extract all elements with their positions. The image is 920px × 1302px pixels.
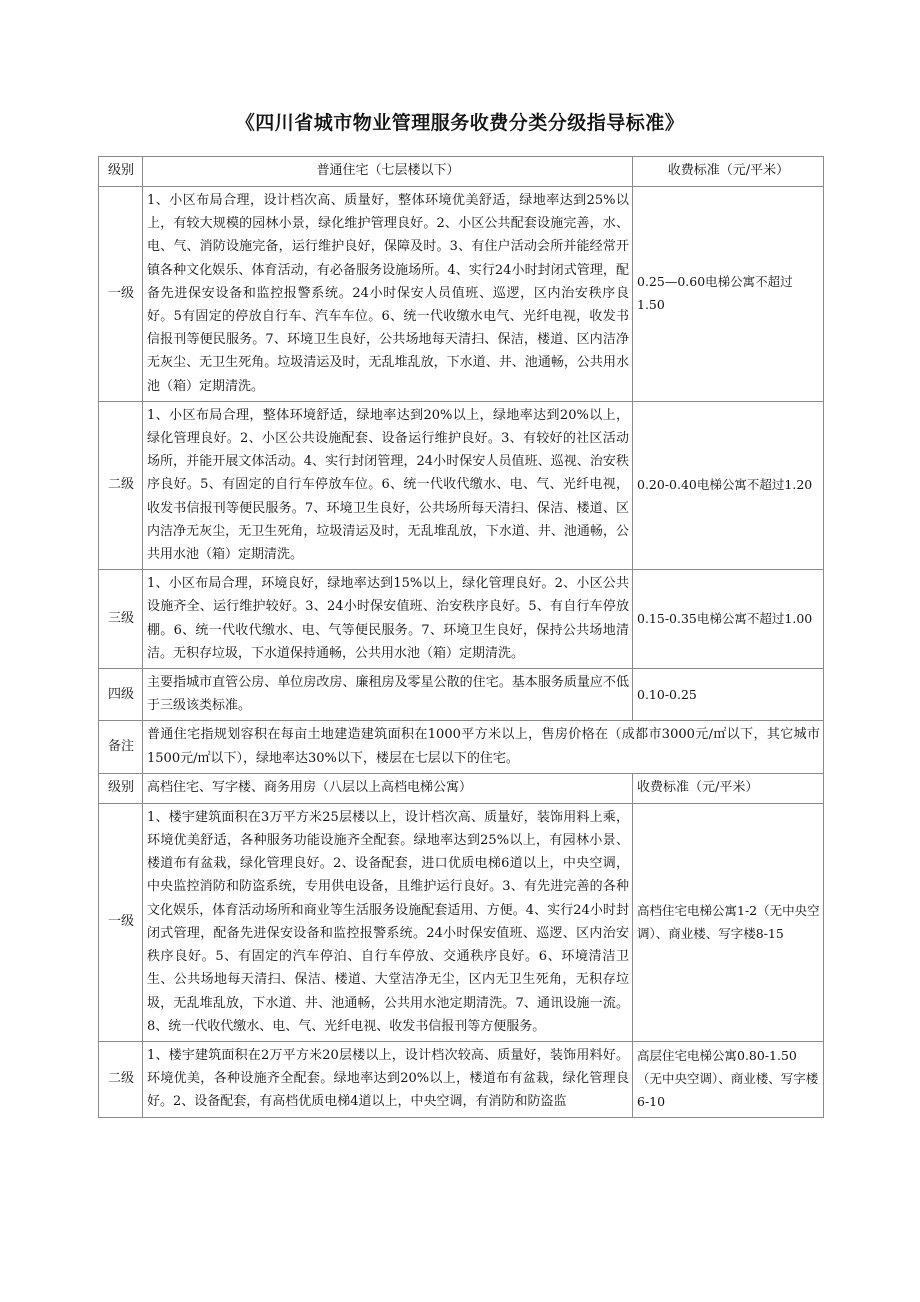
description-cell: 主要指城市直管公房、单位房改房、廉租房及零星公散的住宅。基本服务质量应不低于三级该类标准。: [143, 669, 633, 721]
level-cell: 二级: [99, 401, 143, 569]
level-cell: 二级: [99, 1041, 143, 1117]
fee-cell: 高档住宅电梯公寓1-2（无中央空调）、商业楼、写字楼8-15: [633, 803, 824, 1041]
table-row: [99, 187, 824, 402]
header-highend-type: 高档住宅、写字楼、商务用房（八层以上高档电梯公寓）: [143, 773, 633, 803]
description-cell: 1、楼宇建筑面积在3万平方米25层楼以上，设计档次高、质量好，装饰用料上乘，环境优美舒适，各种服务功能设施齐全配套。绿地率达到25%以上，有园林小景、楼道布有盆栽，绿化管理良好。2、设备配套，进口优质电梯6道以上，中央空调，中央监控消防和防盗系统，专用供电设备，且维护运行良好。3、有先进完善的各种文化娱乐，体育活动场所和商业等生活服务设施配套适用、方便。4、实行24小时封闭式管理，配备先进保安设备和监控报警系统。24小时保安值班、巡逻、区内治安秩序良好。5、有固定的汽车停泊、自行车停放、交通秩序良好。6、环境清洁卫生、公共场地每天清扫、保洁、楼道、大堂洁净无尘，区内无卫生死角，无积存垃圾，无乱堆乱放，下水道、井、池通畅，公共用水池定期清洗。7、通讯设施一流。8、统一代收代缴水、电、气、光纤电视、收发书信报刊等方便服务。: [143, 803, 633, 1041]
level-cell: 四级: [99, 669, 143, 721]
level-cell: 一级: [99, 803, 143, 1041]
header-level: 级别: [99, 773, 143, 803]
fee-cell: 高层住宅电梯公寓0.80-1.50（无中央空调）、商业楼、写字楼6-10: [633, 1041, 824, 1117]
level-cell: 一级: [99, 187, 143, 402]
fee-cell: 0.15-0.35电梯公寓不超过1.00: [633, 570, 824, 669]
fee-cell: 0.20-0.40电梯公寓不超过1.20: [633, 401, 824, 569]
fee-cell: 0.10-0.25: [633, 669, 824, 721]
level-cell: 三级: [99, 570, 143, 669]
table-row: [99, 1041, 824, 1117]
table-row: [99, 669, 824, 721]
table-header-row: [99, 773, 824, 803]
note-row: [99, 721, 824, 773]
fee-standard-table: [98, 156, 824, 1118]
note-label: 备注: [99, 721, 143, 773]
description-cell: 1、楼宇建筑面积在2万平方米20层楼以上，设计档次较高、质量好，装饰用料好。环境优美，各种设施齐全配套。绿地率达到20%以上，楼道布有盆栽，绿化管理良好。2、设备配套，有高档优质电梯4道以上，中央空调，有消防和防盗监: [143, 1041, 633, 1117]
table-row: [99, 803, 824, 1041]
header-fee: 收费标准（元/平米）: [633, 157, 824, 187]
description-cell: 1、小区布局合理，整体环境舒适，绿地率达到20%以上，绿地率达到20%以上，绿化管理良好。2、小区公共设施配套、设备运行维护良好。3、有较好的社区活动场所，并能开展文体活动。4、实行封闭管理，24小时保安人员值班、巡视、治安秩序良好。5、有固定的自行车停放车位。6、统一代收代缴水、电、气、光纤电视，收发书信报刊等便民服务。7、环境卫生良好，公共场所每天清扫、保洁、楼道、区内洁净无灰尘，无卫生死角，垃圾清运及时，无乱堆乱放，下水道、井、池通畅，公共用水池（箱）定期清洗。: [143, 401, 633, 569]
table-row: [99, 401, 824, 569]
description-cell: 1、小区布局合理，设计档次高、质量好，整体环境优美舒适，绿地率达到25%以上，有较大规模的园林小景，绿化维护管理良好。2、小区公共配套设施完善，水、电、气、消防设施完备，运行维护良好，保障及时。3、有住户活动会所并能经常开镇各种文化娱乐、体育活动，有必备服务设施场所。4、实行24小时封闭式管理，配备先进保安设备和监控报警系统。24小时保安人员值班、巡逻，区内治安秩序良好。5有固定的停放自行车、汽车车位。6、统一代收缴水电气、光纤电视，收发书信报刊等便民服务。7、环境卫生良好，公共场地每天清扫、保洁，楼道、区内洁净无灰尘、无卫生死角。垃圾清运及时，无乱堆乱放，下水道、井、池通畅，公共用水池（箱）定期清洗。: [143, 187, 633, 402]
header-fee: 收费标准（元/平米）: [633, 773, 824, 803]
table-header-row: [99, 157, 824, 187]
description-cell: 1、小区布局合理，环境良好，绿地率达到15%以上，绿化管理良好。2、小区公共设施齐全、运行维护较好。3、24小时保安值班、治安秩序良好。5、有自行车停放棚。6、统一代收代缴水、电、气等便民服务。7、环境卫生良好，保持公共场地清洁。无积存垃圾，下水道保持通畅，公共用水池（箱）定期清洗。: [143, 570, 633, 669]
header-level: 级别: [99, 157, 143, 187]
header-residential-type: 普通住宅（七层楼以下）: [143, 157, 633, 187]
page-title: 《四川省城市物业管理服务收费分类分级指导标准》: [235, 112, 685, 134]
table-row: [99, 570, 824, 669]
fee-cell: 0.25—0.60电梯公寓不超过1.50: [633, 187, 824, 402]
note-text: 普通住宅指规划容积在每亩土地建造建筑面积在1000平方米以上，售房价格在（成都市3000元/㎡以下，其它城市1500元/㎡以下），绿地率达30%以下，楼层在七层以下的住宅。: [143, 721, 824, 773]
